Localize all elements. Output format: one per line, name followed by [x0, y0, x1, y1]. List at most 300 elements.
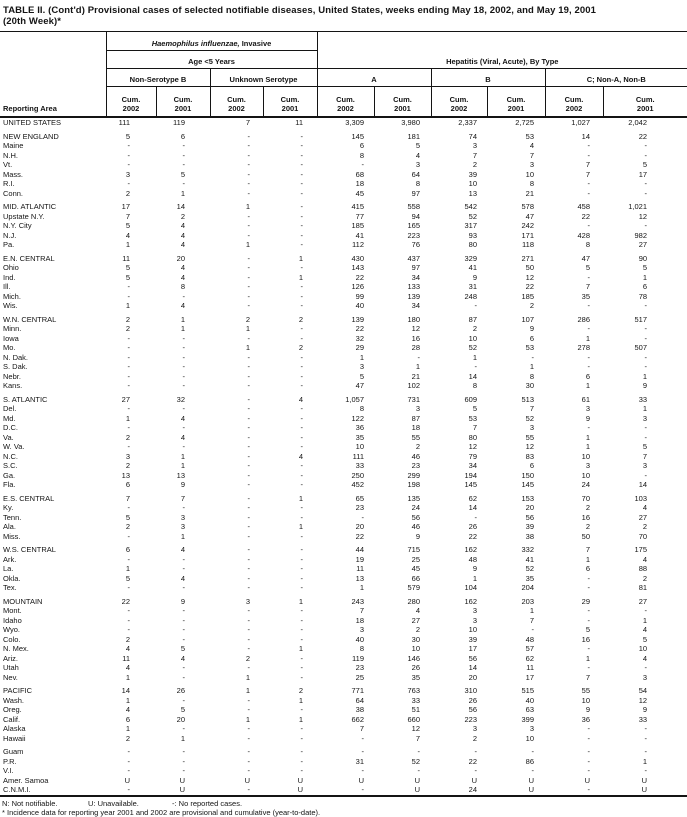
value-cell: 3 [359, 625, 365, 634]
value-cell: 31 [355, 756, 365, 766]
value-cell: 14 [468, 371, 478, 381]
value-cell: - [417, 766, 421, 775]
value-cell: 10 [638, 644, 648, 653]
value-cell: - [127, 404, 130, 413]
value-cell: 2 [125, 188, 130, 198]
value-cell: - [247, 606, 250, 615]
table-row [0, 240, 687, 250]
value-cell: 2 [298, 343, 304, 352]
value-cell: 48 [468, 554, 478, 564]
value-cell: 1 [180, 451, 185, 461]
value-cell: 14 [581, 131, 591, 141]
value-cell: 1 [298, 522, 304, 531]
value-cell: - [127, 160, 130, 169]
value-cell: - [644, 766, 648, 775]
table-row [0, 282, 687, 292]
table-row [0, 315, 687, 325]
value-cell: 6 [125, 480, 130, 489]
subgroup-unknown-serotype: Unknown Serotype [210, 69, 317, 87]
value-cell: 1 [245, 686, 250, 695]
value-cell: 4 [642, 554, 648, 564]
value-cell: 17 [638, 169, 648, 179]
value-cell: 1 [415, 362, 421, 371]
value-cell: 3 [529, 423, 535, 432]
value-cell: 430 [351, 253, 365, 263]
value-cell: 2,042 [628, 118, 648, 127]
value-cell: - [361, 785, 365, 794]
value-cell: - [247, 470, 250, 480]
value-cell: - [644, 747, 648, 756]
value-cell: - [247, 766, 250, 775]
table-row [0, 452, 687, 462]
value-cell: - [247, 394, 250, 404]
value-cell: 165 [407, 221, 421, 230]
value-cell: 35 [411, 672, 421, 682]
value-cell: 1 [245, 343, 250, 352]
value-cell: - [247, 371, 250, 381]
value-cell: - [587, 141, 591, 150]
reporting-area-cell: Ind. [3, 272, 16, 282]
value-cell: 2 [125, 733, 130, 743]
value-cell: 2 [125, 522, 130, 531]
table-row [0, 372, 687, 382]
value-cell: 3 [415, 404, 421, 413]
table-row [0, 522, 687, 532]
value-cell: 13 [176, 470, 185, 480]
value-cell: - [587, 606, 591, 615]
value-cell: 4 [180, 432, 185, 442]
value-cell: 45 [411, 564, 421, 573]
value-cell: 1 [642, 756, 648, 766]
value-cell: - [247, 512, 250, 522]
reporting-area-cell: Idaho [3, 615, 22, 625]
table-row [0, 686, 687, 696]
value-cell: 30 [525, 381, 535, 390]
value-cell: - [300, 188, 304, 198]
value-cell: 660 [407, 714, 421, 724]
value-cell: 118 [522, 240, 535, 249]
value-cell: 2 [125, 634, 130, 644]
value-cell: 80 [468, 240, 478, 249]
value-cell: - [300, 141, 304, 150]
table-row [0, 705, 687, 715]
value-cell: 46 [411, 451, 421, 461]
value-cell: 1 [359, 583, 365, 592]
value-cell: - [182, 634, 185, 644]
value-cell: 20 [176, 714, 185, 724]
table-row [0, 644, 687, 654]
value-cell: - [182, 343, 185, 352]
value-cell: - [644, 432, 648, 442]
value-cell: 65 [355, 493, 365, 503]
value-cell: 6 [125, 714, 130, 724]
value-cell: 56 [468, 653, 478, 663]
value-cell: - [247, 493, 250, 503]
value-cell: 22 [121, 596, 130, 606]
value-cell: - [300, 512, 304, 522]
value-cell: 18 [355, 179, 365, 188]
reporting-area-cell: Colo. [3, 634, 21, 644]
value-cell: 27 [121, 394, 130, 404]
value-cell: - [247, 131, 250, 141]
value-cell: 24 [411, 503, 421, 512]
value-cell: 3 [642, 413, 648, 423]
value-cell: 4 [180, 301, 185, 310]
value-cell: 17 [121, 202, 130, 211]
value-cell: 107 [521, 314, 535, 324]
value-cell: - [587, 352, 591, 362]
reporting-area-cell: MOUNTAIN [3, 596, 43, 606]
reporting-area-cell: N.H. [3, 150, 18, 160]
reporting-area-cell: W.S. CENTRAL [3, 545, 56, 554]
value-cell: 542 [464, 202, 478, 211]
value-cell: 22 [638, 131, 648, 141]
column-header-cum-2002: Cum. 2002 [431, 87, 487, 118]
value-cell: 48 [525, 634, 535, 644]
value-cell: 1 [245, 202, 250, 211]
value-cell: 162 [464, 545, 478, 554]
value-cell: - [474, 512, 478, 522]
reporting-area-cell: NEW ENGLAND [3, 131, 59, 141]
table-row [0, 545, 687, 555]
value-cell: 4 [125, 644, 130, 653]
value-cell: 8 [529, 179, 535, 188]
value-cell: 428 [577, 230, 591, 240]
value-cell: 3 [125, 169, 130, 179]
table-row [0, 564, 687, 574]
value-cell: 10 [411, 644, 421, 653]
reporting-area-cell: Fla. [3, 480, 16, 489]
value-cell: - [300, 131, 304, 141]
value-cell: - [587, 324, 591, 333]
reporting-area-cell: Alaska [3, 724, 26, 733]
value-cell: 7 [529, 150, 535, 160]
value-cell: 22 [355, 531, 365, 541]
value-cell: 1,027 [571, 118, 591, 127]
reporting-area-cell: Ariz. [3, 653, 18, 663]
reporting-area-cell: N.J. [3, 230, 17, 240]
value-cell: 3 [585, 404, 591, 413]
value-cell: 53 [525, 131, 535, 141]
table-row [0, 254, 687, 264]
reporting-area-cell: Wyo. [3, 625, 21, 634]
value-cell: 79 [468, 451, 478, 461]
value-cell: 9 [529, 324, 535, 333]
table-row [0, 212, 687, 222]
table-row [0, 635, 687, 645]
value-cell: - [127, 766, 130, 775]
value-cell: 83 [525, 451, 535, 461]
value-cell: 104 [464, 583, 478, 592]
value-cell: - [127, 343, 130, 352]
value-cell: - [247, 747, 250, 756]
value-cell: - [300, 625, 304, 634]
value-cell: 1 [298, 596, 304, 606]
value-cell: 32 [176, 394, 185, 404]
value-cell: 1 [125, 413, 130, 423]
value-cell: 10 [468, 333, 478, 343]
value-cell: 53 [525, 343, 535, 352]
value-cell: 77 [355, 211, 365, 221]
table-row [0, 381, 687, 391]
value-cell: - [587, 179, 591, 188]
value-cell: 9 [472, 564, 478, 573]
table-row [0, 663, 687, 673]
reporting-area-cell: N.C. [3, 451, 18, 461]
value-cell: 715 [407, 545, 421, 554]
value-cell: 578 [521, 202, 535, 211]
value-cell: 452 [351, 480, 365, 489]
footnote-not-notifiable: N: Not notifiable. [2, 798, 58, 808]
value-cell: - [300, 545, 304, 554]
value-cell: 10 [525, 733, 535, 743]
value-cell: 139 [351, 314, 365, 324]
table-row [0, 785, 687, 796]
value-cell: - [531, 766, 535, 775]
value-cell: 4 [125, 705, 130, 714]
value-cell: 3 [472, 724, 478, 733]
value-cell: 5 [585, 263, 591, 272]
value-cell: 310 [464, 686, 478, 695]
value-cell: 50 [581, 531, 591, 541]
value-cell: - [361, 747, 365, 756]
value-cell: - [644, 150, 648, 160]
value-cell: 76 [411, 240, 421, 249]
value-cell: 16 [581, 512, 591, 522]
value-cell: - [182, 160, 185, 169]
value-cell: - [361, 766, 365, 775]
value-cell: 6 [585, 564, 591, 573]
value-cell: 86 [525, 756, 535, 766]
value-cell: 2 [529, 301, 535, 310]
value-cell: 1 [245, 672, 250, 682]
column-header-cum-2002: Cum. 2002 [317, 87, 374, 118]
column-header-cum-2001: Cum. 2001 [156, 87, 210, 118]
value-cell: 517 [634, 314, 648, 324]
value-cell: - [300, 480, 304, 489]
value-cell: - [644, 733, 648, 743]
value-cell: - [247, 695, 250, 705]
value-cell: 6 [529, 461, 535, 470]
value-cell: 1 [125, 695, 130, 705]
value-cell: 329 [464, 253, 478, 263]
value-cell: 39 [525, 522, 535, 531]
reporting-area-cell: Md. [3, 413, 16, 423]
value-cell: 70 [638, 531, 648, 541]
value-cell: 87 [468, 314, 478, 324]
value-cell: - [182, 150, 185, 160]
value-cell: - [182, 371, 185, 381]
value-cell: 32 [355, 333, 365, 343]
value-cell: - [300, 470, 304, 480]
value-cell: 507 [634, 343, 648, 352]
value-cell: - [247, 480, 250, 489]
reporting-area-cell: Ga. [3, 470, 16, 480]
value-cell: - [587, 724, 591, 733]
value-cell: 21 [411, 371, 421, 381]
value-cell: 87 [411, 413, 421, 423]
reporting-area-cell: Amer. Samoa [3, 775, 49, 785]
value-cell: 39 [468, 169, 478, 179]
column-header-cum-2002: Cum. 2002 [106, 87, 156, 118]
value-cell: 55 [581, 686, 591, 695]
value-cell: U [528, 775, 535, 785]
value-cell: 41 [468, 263, 478, 272]
value-cell: 25 [355, 672, 365, 682]
value-cell: 1 [245, 714, 250, 724]
value-cell: - [247, 554, 250, 564]
value-cell: 4 [298, 394, 304, 404]
value-cell: - [300, 202, 304, 211]
value-cell: - [300, 179, 304, 188]
table-row [0, 324, 687, 334]
value-cell: U [124, 775, 130, 785]
footnote-incidence: * Incidence data for reporting year 2001 and 2002 are provisional and cumulative (year-to-date). [2, 807, 321, 817]
value-cell: - [247, 333, 250, 343]
value-cell: 1 [125, 672, 130, 682]
value-cell: 23 [411, 461, 421, 470]
value-cell: - [247, 230, 250, 240]
value-cell: 34 [468, 461, 478, 470]
value-cell: 1 [180, 324, 185, 333]
value-cell: - [127, 583, 130, 592]
value-cell: 23 [355, 503, 365, 512]
table-row [0, 606, 687, 616]
value-cell: 11 [526, 663, 535, 672]
value-cell: 558 [407, 202, 421, 211]
value-cell: - [182, 381, 185, 390]
value-cell: - [247, 263, 250, 272]
reporting-area-cell: Ark. [3, 554, 17, 564]
value-cell: - [127, 503, 130, 512]
value-cell: 4 [180, 263, 185, 272]
value-cell: 3 [472, 615, 478, 625]
value-cell: - [247, 301, 250, 310]
value-cell: - [300, 263, 304, 272]
value-cell: - [247, 724, 250, 733]
value-cell: 90 [638, 253, 648, 263]
value-cell: - [300, 663, 304, 672]
reporting-area-cell: N. Mex. [3, 644, 29, 653]
value-cell: 23 [355, 663, 365, 672]
reporting-area-cell: D.C. [3, 423, 18, 432]
value-cell: 63 [525, 705, 535, 714]
value-cell: 36 [355, 423, 365, 432]
reporting-area-cell: Mich. [3, 291, 21, 301]
value-cell: 10 [581, 470, 591, 480]
value-cell: U [471, 775, 478, 785]
value-cell: 2 [642, 522, 648, 531]
value-cell: 20 [176, 253, 185, 263]
value-cell: 20 [355, 522, 365, 531]
table-row [0, 747, 687, 757]
value-cell: 22 [468, 531, 478, 541]
value-cell: 12 [525, 272, 535, 282]
value-cell: 7 [585, 169, 591, 179]
value-cell: 33 [638, 714, 648, 724]
value-cell: 731 [407, 394, 421, 404]
reporting-area-cell: Iowa [3, 333, 19, 343]
value-cell: 4 [415, 606, 421, 615]
value-cell: 579 [407, 583, 421, 592]
value-cell: 2 [245, 314, 250, 324]
value-cell: 3 [472, 606, 478, 615]
reporting-area-cell: S.C. [3, 461, 18, 470]
value-cell: 7 [529, 404, 535, 413]
value-cell: 12 [525, 442, 535, 451]
table-row [0, 471, 687, 481]
value-cell: - [644, 470, 648, 480]
value-cell: - [247, 253, 250, 263]
table-row [0, 625, 687, 635]
value-cell: - [247, 188, 250, 198]
value-cell: - [127, 291, 130, 301]
value-cell: 27 [638, 240, 648, 249]
value-cell: - [127, 371, 130, 381]
value-cell: 6 [529, 333, 535, 343]
value-cell: - [587, 747, 591, 756]
table-row [0, 395, 687, 405]
value-cell: U [414, 785, 421, 794]
value-cell: - [587, 272, 591, 282]
value-cell: 40 [355, 634, 365, 644]
value-cell: - [300, 324, 304, 333]
value-cell: - [247, 564, 250, 573]
value-cell: 9 [415, 531, 421, 541]
value-cell: - [182, 695, 185, 705]
value-cell: 3 [472, 141, 478, 150]
value-cell: 22 [468, 756, 478, 766]
value-cell: 1 [245, 324, 250, 333]
value-cell: 9 [180, 596, 185, 606]
value-cell: 181 [407, 131, 421, 141]
value-cell: 4 [125, 230, 130, 240]
value-cell: - [474, 362, 478, 371]
table-row [0, 353, 687, 363]
value-cell: 12 [468, 442, 478, 451]
value-cell: 3 [180, 512, 185, 522]
table-row [0, 673, 687, 683]
value-cell: 250 [351, 470, 365, 480]
value-cell: 145 [464, 480, 478, 489]
value-cell: U [414, 775, 421, 785]
table-row [0, 292, 687, 302]
value-cell: 1 [529, 606, 535, 615]
reporting-area-cell: Guam [3, 747, 24, 756]
value-cell: - [182, 606, 185, 615]
reporting-area-cell: La. [3, 564, 14, 573]
value-cell: - [300, 404, 304, 413]
value-cell: 1 [298, 272, 304, 282]
value-cell: 16 [411, 333, 421, 343]
value-cell: 19 [355, 554, 365, 564]
column-header-cum-2001: Cum. 2001 [487, 87, 545, 118]
value-cell: 88 [638, 564, 648, 573]
value-cell: 242 [521, 221, 535, 230]
value-cell: 35 [355, 432, 365, 442]
value-cell: 27 [638, 596, 648, 606]
value-cell: 5 [180, 705, 185, 714]
value-cell: U [297, 785, 304, 794]
table-row [0, 179, 687, 189]
value-cell: - [127, 423, 130, 432]
value-cell: - [127, 442, 130, 451]
value-cell: - [247, 573, 250, 583]
value-cell: 332 [521, 545, 535, 554]
reporting-area-cell: Upstate N.Y. [3, 211, 45, 221]
reporting-area-cell: MID. ATLANTIC [3, 202, 57, 211]
value-cell: 111 [352, 451, 365, 461]
